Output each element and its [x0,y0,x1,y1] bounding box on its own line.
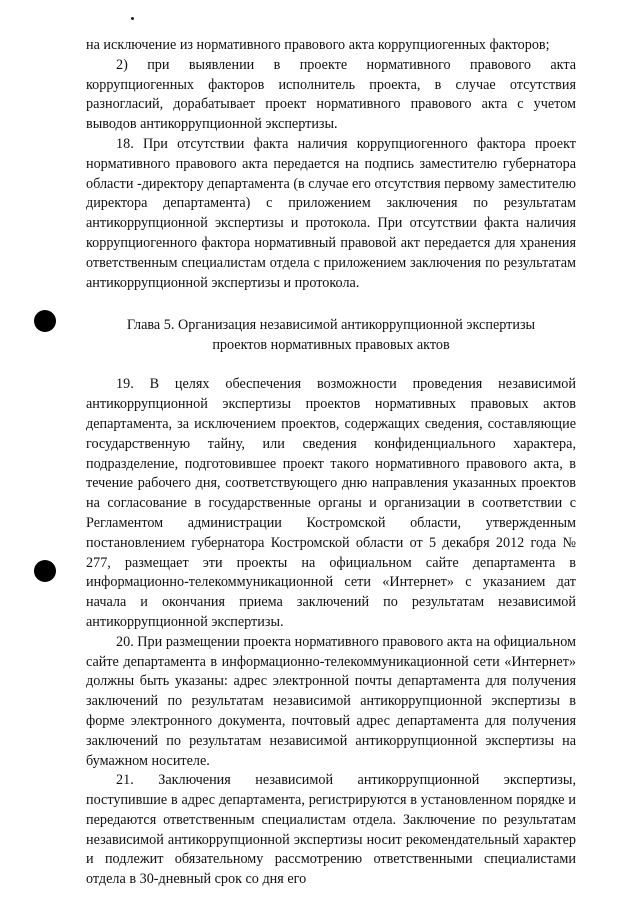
paragraph-18: 18. При отсутствии факта наличия коррупциогенного фактора проект нормативного правового акта передается на подпись заместителю губернатора области -директору департамента (в случае его отсутствия первому заместителю директора департамента) с приложением заключения по результатам антикоррупционной экспертизы и протокола. При отсутствии факта наличия коррупциогенного фактора нормативный правовой акт передается для хранения ответственным специалистам отдела с приложением заключения по результатам антикоррупционной экспертизы и протокола. [86,135,576,291]
chapter-heading [86,315,576,355]
paragraph-20: 20. При размещении проекта нормативного правового акта на официальном сайте департамента в информационно-телекоммуникационной сети «Интернет» должны быть указаны: адрес электронной почты департамента для получения заключений по результатам независимой антикоррупционной экспертизы в форме электронного документа, почтовый адрес департамента для получения заключений по результатам независимой антикоррупционной экспертизы на бумажном носителе. [86,633,576,769]
chapter-title-line-1: Глава 5. Организация независимой антикоррупционной экспертизы [126,317,536,334]
paragraph-21: 21. Заключения независимой антикоррупционной экспертизы, поступившие в адрес департамента, регистрируются в установленном порядке и передаются ответственным специалистам отдела. Заключение по результатам независимой антикоррупционной экспертизы носит рекомендательный характер и подлежит обязательному рассмотрению ответственными специалистами отдела в 30-дневный срок со дня его [86,772,576,888]
punch-hole-bottom [34,560,56,582]
document-page [86,36,576,890]
scan-speck [131,17,134,20]
paragraph-item-2: 2) при выявлении в проекте нормативного правового акта коррупциогенных факторов исполнитель проекта, в случае отсутствия разногласий, дорабатывает проект нормативного правового акта с учетом выводов антикоррупционной экспертизы. [86,56,576,133]
paragraph-19: 19. В целях обеспечения возможности проведения независимой антикоррупционной экспертизы проектов нормативных правовых актов департамента, за исключением проектов, содержащих сведения, составляющие государственную тайну, или сведения конфиденциального характера, подразделение, подготовившее проект такого нормативного правового акта, в течение рабочего дня, соответствующего дню направления указанных проектов на согласование в государственные органы и организации в соответствии с Регламентом администрации Костромской области, утвержденным постановлением губернатора Костромской области от 5 декабря 2012 года № 277, размещает эти проекты на официальном сайте департамента в информационно-телекоммуникационной сети «Интернет» с указанием дат начала и окончания приема заключений по результатам независимой антикоррупционной экспертизы. [86,376,576,630]
paragraph-continuation: на исключение из нормативного правового акта коррупциогенных факторов; [86,37,550,53]
chapter-title-line-2: проектов нормативных правовых актов [212,337,450,354]
punch-hole-top [34,310,56,332]
